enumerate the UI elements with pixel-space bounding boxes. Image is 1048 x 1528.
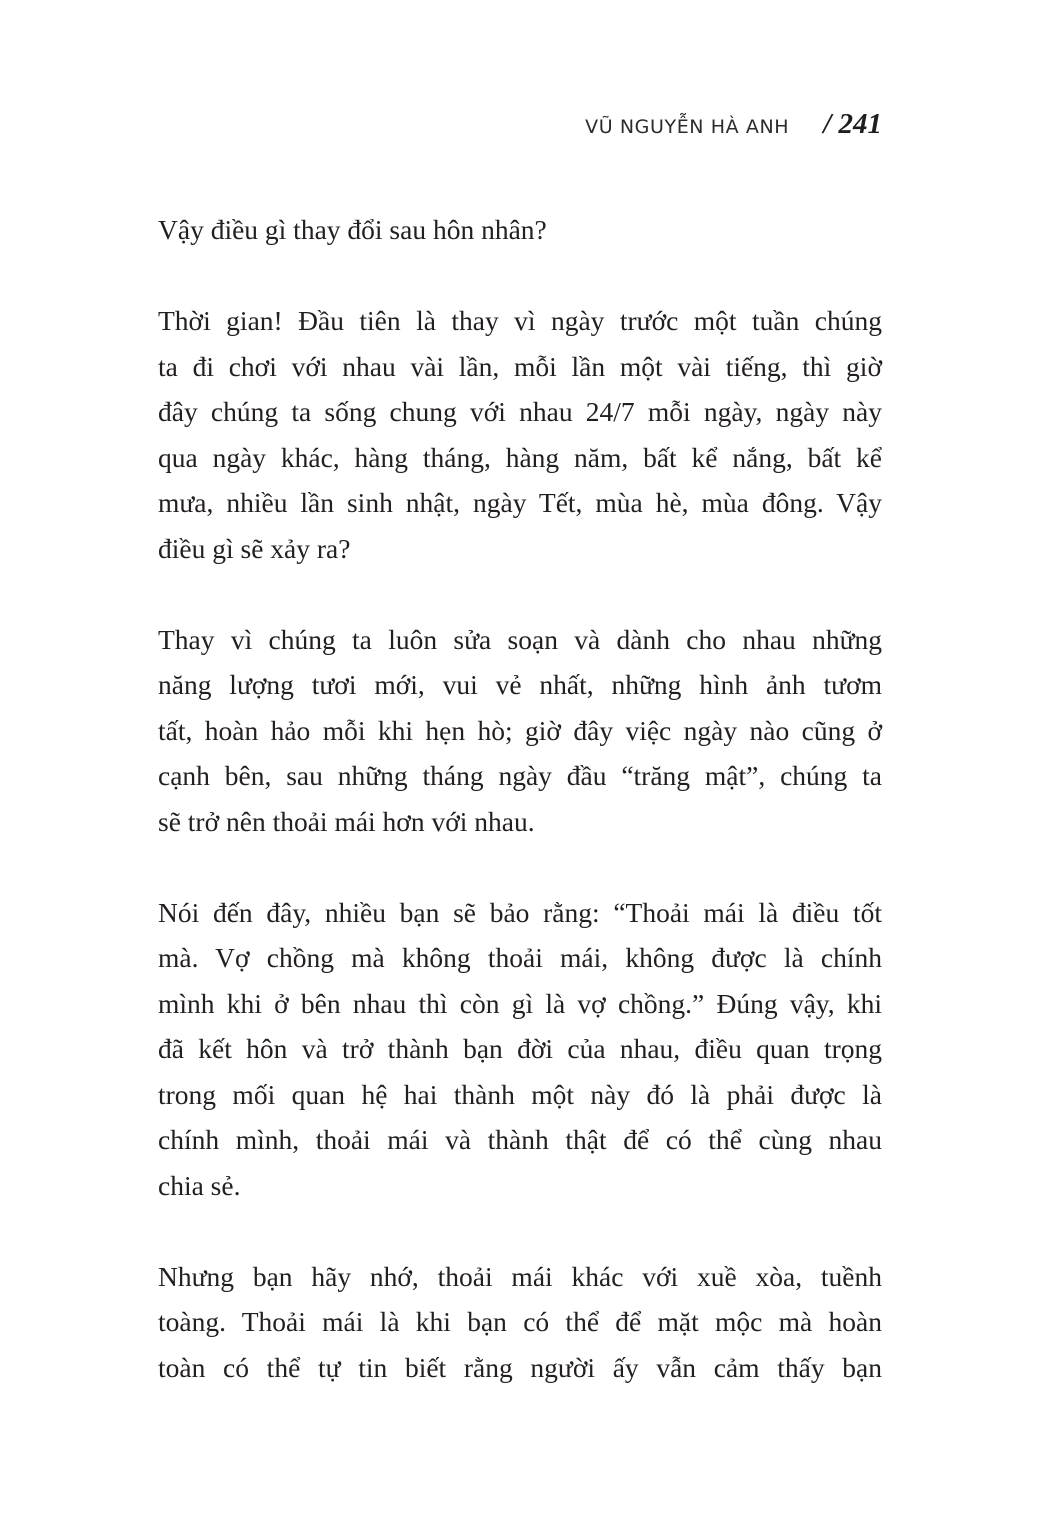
author-name: VŨ NGUYỄN HÀ ANH	[585, 116, 790, 138]
paragraph	[158, 298, 882, 571]
text-line: ta đi chơi với nhau vài lần, mỗi lần một vài tiếng, thì giờ	[158, 350, 882, 382]
page-number: / 241	[823, 108, 882, 140]
body-text	[158, 207, 882, 1436]
paragraph	[158, 890, 882, 1209]
text-line: Thời gian! Đầu tiên là thay vì ngày trước một tuần chúng	[158, 305, 882, 336]
text-line: cạnh bên, sau những tháng ngày đầu “trăng mật”, chúng ta	[158, 760, 882, 791]
text-line: tất, hoàn hảo mỗi khi hẹn hò; giờ đây việc ngày nào cũng ở	[158, 714, 882, 746]
text-line: Vậy điều gì thay đổi sau hôn nhân?	[158, 214, 547, 245]
text-line: Nhưng bạn hãy nhớ, thoải mái khác với xuề xòa, tuềnh	[158, 1260, 882, 1292]
running-header	[585, 108, 882, 141]
paragraph	[158, 207, 882, 253]
text-line: toàng. Thoải mái là khi bạn có thể để mặt mộc mà hoàn	[158, 1306, 882, 1337]
text-line: qua ngày khác, hàng tháng, hàng năm, bất kể nắng, bất kể	[158, 441, 882, 473]
paragraph	[158, 617, 882, 845]
text-line: mà. Vợ chồng mà không thoải mái, không được là chính	[158, 942, 882, 973]
text-line: đã kết hôn và trở thành bạn đời của nhau, điều quan trọng	[158, 1033, 882, 1064]
text-line: chính mình, thoải mái và thành thật để có thể cùng nhau	[158, 1124, 882, 1155]
text-line: năng lượng tươi mới, vui vẻ nhất, những hình ảnh tươm	[158, 669, 882, 700]
text-line: trong mối quan hệ hai thành một này đó là phải được là	[158, 1078, 882, 1110]
text-line: điều gì sẽ xảy ra?	[158, 532, 351, 564]
text-line: toàn có thể tự tin biết rằng người ấy vẫn cảm thấy bạn	[158, 1351, 882, 1383]
text-line: chia sẻ.	[158, 1169, 241, 1201]
text-line: sẽ trở nên thoải mái hơn với nhau.	[158, 805, 535, 837]
text-line: đây chúng ta sống chung với nhau 24/7 mỗi ngày, ngày này	[158, 396, 882, 427]
text-line: Nói đến đây, nhiều bạn sẽ bảo rằng: “Thoải mái là điều tốt	[158, 896, 882, 928]
paragraph	[158, 1254, 882, 1391]
text-line: Thay vì chúng ta luôn sửa soạn và dành cho nhau những	[158, 623, 882, 655]
text-line: mưa, nhiều lần sinh nhật, ngày Tết, mùa hè, mùa đông. Vậy	[158, 487, 882, 518]
text-line: mình khi ở bên nhau thì còn gì là vợ chồng.” Đúng vậy, khi	[158, 987, 882, 1019]
